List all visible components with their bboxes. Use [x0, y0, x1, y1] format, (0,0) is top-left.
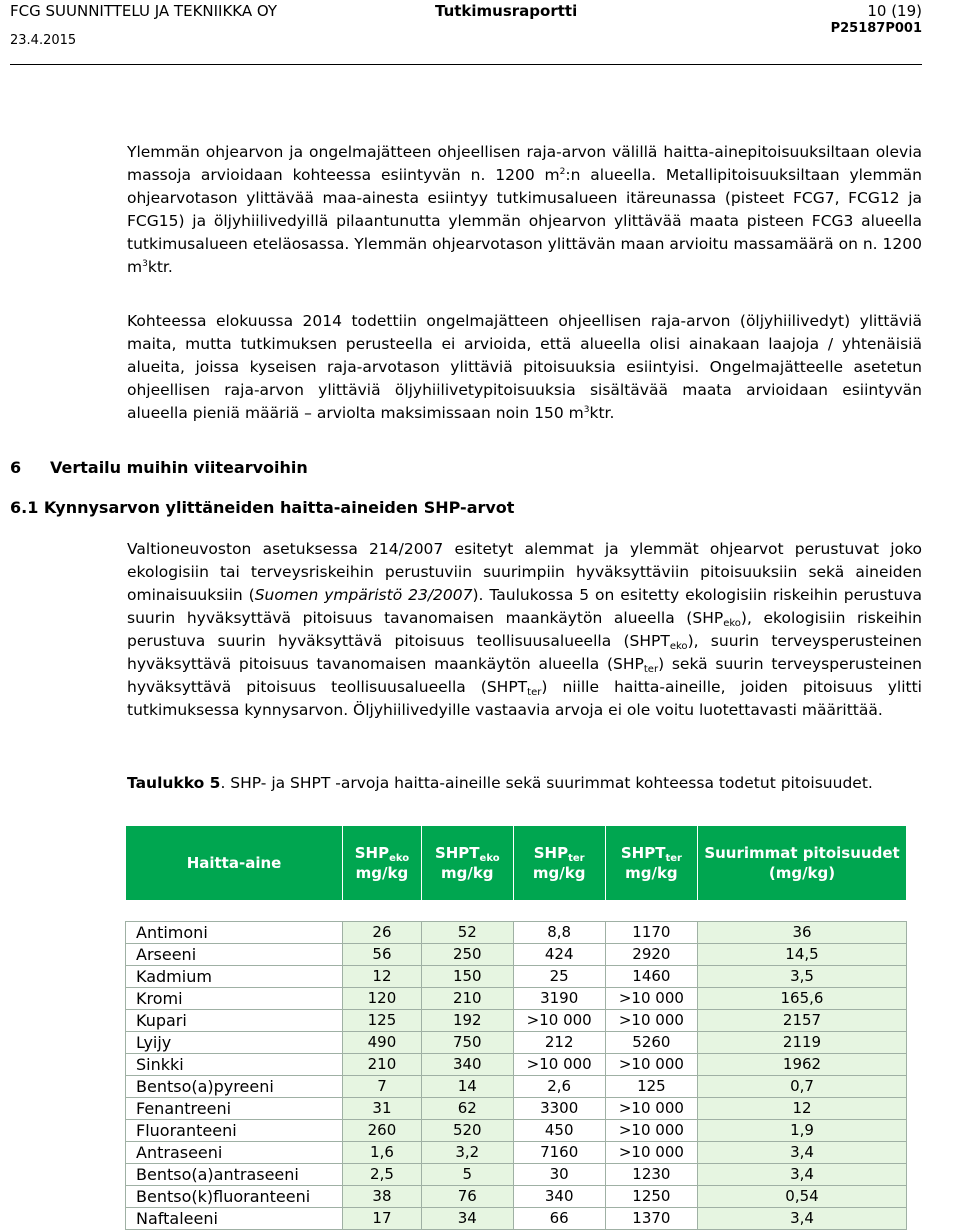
header-document-type: Tutkimusraportti: [435, 2, 578, 20]
cell-shpt-ter: >10 000: [605, 1010, 697, 1032]
cell-shpt-eko: 3,2: [421, 1142, 513, 1164]
cell-shpt-eko: 520: [421, 1120, 513, 1142]
table-row: [126, 1098, 907, 1120]
table-row: [126, 1054, 907, 1076]
cell-substance: Kadmium: [126, 966, 343, 988]
cell-shp-ter: 66: [513, 1208, 605, 1230]
cell-shpt-eko: 5: [421, 1164, 513, 1186]
cell-substance: Antraseeni: [126, 1142, 343, 1164]
cell-shp-eko: 17: [343, 1208, 422, 1230]
cell-shp-ter: >10 000: [513, 1054, 605, 1076]
cell-shp-eko: 31: [343, 1098, 422, 1120]
cell-shp-eko: 125: [343, 1010, 422, 1032]
cell-shpt-eko: 340: [421, 1054, 513, 1076]
cell-shp-ter: 424: [513, 944, 605, 966]
cell-shpt-ter: 1460: [605, 966, 697, 988]
cell-max-concentration: 3,4: [698, 1142, 907, 1164]
cell-substance: Fenantreeni: [126, 1098, 343, 1120]
cell-shp-eko: 56: [343, 944, 422, 966]
cell-shpt-eko: 192: [421, 1010, 513, 1032]
cell-max-concentration: 0,54: [698, 1186, 907, 1208]
header-shpt-ter: $SHPT_{ter}$ mg/kg: [605, 826, 697, 901]
cell-substance: Fluoranteeni: [126, 1120, 343, 1142]
cell-shpt-eko: 250: [421, 944, 513, 966]
table-spacer-row: [126, 901, 907, 922]
cell-max-concentration: 3,5: [698, 966, 907, 988]
cell-shpt-eko: 52: [421, 922, 513, 944]
cell-shpt-eko: 76: [421, 1186, 513, 1208]
cell-substance: Arseeni: [126, 944, 343, 966]
cell-shp-eko: 490: [343, 1032, 422, 1054]
cell-substance: Lyijy: [126, 1032, 343, 1054]
cell-substance: Naftaleeni: [126, 1208, 343, 1230]
header-organization: FCG SUUNNITTELU JA TEKNIIKKA OY: [10, 2, 278, 20]
cell-shp-ter: 340: [513, 1186, 605, 1208]
cell-shpt-ter: >10 000: [605, 1054, 697, 1076]
header-date: 23.4.2015: [10, 33, 77, 48]
header-page-number: 10 (19): [867, 2, 922, 20]
cell-substance: Kromi: [126, 988, 343, 1010]
table-row: [126, 988, 907, 1010]
cell-shpt-ter: >10 000: [605, 988, 697, 1010]
cell-shp-eko: 210: [343, 1054, 422, 1076]
header-document-id: P25187P001: [830, 21, 922, 36]
cell-shp-ter: 3300: [513, 1098, 605, 1120]
cell-substance: Bentso(a)antraseeni: [126, 1164, 343, 1186]
header-shpt-eko: $SHPT_{eko}$ mg/kg: [421, 826, 513, 901]
table-row: [126, 1186, 907, 1208]
cell-substance: Sinkki: [126, 1054, 343, 1076]
header-shp-ter: $SHP_{ter}$ mg/kg: [513, 826, 605, 901]
cell-shpt-ter: 125: [605, 1076, 697, 1098]
cell-shp-ter: 8,8: [513, 922, 605, 944]
section-heading-6: 6 Vertailu muihin viitearvoihin: [10, 458, 308, 477]
cell-max-concentration: 14,5: [698, 944, 907, 966]
cell-shpt-ter: 1250: [605, 1186, 697, 1208]
cell-shpt-ter: 5260: [605, 1032, 697, 1054]
cell-shp-eko: 7: [343, 1076, 422, 1098]
cell-shp-ter: 2,6: [513, 1076, 605, 1098]
cell-shp-ter: 450: [513, 1120, 605, 1142]
cell-shpt-ter: >10 000: [605, 1120, 697, 1142]
cell-shp-ter: 212: [513, 1032, 605, 1054]
cell-shpt-eko: 150: [421, 966, 513, 988]
header-divider: [10, 64, 922, 65]
cell-max-concentration: 12: [698, 1098, 907, 1120]
table-row: [126, 1120, 907, 1142]
cell-max-concentration: 3,4: [698, 1164, 907, 1186]
table-row: [126, 1010, 907, 1032]
cell-max-concentration: 1,9: [698, 1120, 907, 1142]
table-row: [126, 1208, 907, 1230]
section-heading-6-1: 6.1 Kynnysarvon ylittäneiden haitta-aineiden SHP-arvot: [10, 498, 515, 517]
cell-max-concentration: 165,6: [698, 988, 907, 1010]
cell-shp-ter: 3190: [513, 988, 605, 1010]
table-row: [126, 966, 907, 988]
cell-substance: Bentso(k)fluoranteeni: [126, 1186, 343, 1208]
header-shp-eko: $SHP_{eko}$ mg/kg: [343, 826, 422, 901]
header-substance: Haitta-aine: [126, 826, 343, 901]
table-row: [126, 1076, 907, 1098]
cell-shpt-eko: 62: [421, 1098, 513, 1120]
cell-shpt-eko: 750: [421, 1032, 513, 1054]
cell-max-concentration: 1962: [698, 1054, 907, 1076]
cell-shpt-eko: 34: [421, 1208, 513, 1230]
cell-shp-eko: 12: [343, 966, 422, 988]
cell-shpt-ter: 2920: [605, 944, 697, 966]
cell-shp-eko: 1,6: [343, 1142, 422, 1164]
cell-max-concentration: 36: [698, 922, 907, 944]
cell-shpt-ter: >10 000: [605, 1098, 697, 1120]
cell-shpt-ter: 1230: [605, 1164, 697, 1186]
table-row: [126, 1142, 907, 1164]
table-row: [126, 1032, 907, 1054]
cell-max-concentration: 0,7: [698, 1076, 907, 1098]
cell-shpt-ter: >10 000: [605, 1142, 697, 1164]
table-caption: Taulukko 5. SHP- ja SHPT -arvoja haitta-aineille sekä suurimmat kohteessa todetut pitoisuudet.: [127, 774, 873, 792]
shp-values-table: [125, 825, 907, 1230]
cell-shp-eko: 26: [343, 922, 422, 944]
header-max-concentration: Suurimmat pitoisuudet (mg/kg): [698, 826, 907, 901]
cell-shpt-eko: 210: [421, 988, 513, 1010]
table-row: [126, 922, 907, 944]
cell-shp-ter: 25: [513, 966, 605, 988]
cell-shp-eko: 120: [343, 988, 422, 1010]
table-row: [126, 1164, 907, 1186]
cell-shpt-ter: 1370: [605, 1208, 697, 1230]
paragraph-masses-estimate: Ylemmän ohjearvon ja ongelmajätteen ohjeellisen raja-arvon välillä haitta-ainepitoisuuksiltaan olevia massoja arvioidaan kohteessa esiintyvän n. 1200 $m^2:n$ alueella. Metallipitoisuuksiltaan ylemmän ohjearvotason ylittävää maa-ainesta esiintyy tutkimusalueen itäreunassa (pisteet FCG7, FCG12 ja FCG15) ja öljyhiilivedyillä pilaantunutta ylemmän ohjearvon ylittävää maata pisteen FCG3 alueella tutkimusalueen eteläosassa. Ylemmän ohjearvotason ylittävän maan arvioitu massamäärä on n. 1200 $m^3ktr$.: [127, 143, 922, 276]
cell-shp-ter: >10 000: [513, 1010, 605, 1032]
page-header: [10, 0, 922, 60]
table-row: [126, 944, 907, 966]
cell-shp-eko: 2,5: [343, 1164, 422, 1186]
cell-shp-ter: 7160: [513, 1142, 605, 1164]
cell-shp-ter: 30: [513, 1164, 605, 1186]
cell-substance: Bentso(a)pyreeni: [126, 1076, 343, 1098]
cell-max-concentration: 2119: [698, 1032, 907, 1054]
cell-shpt-ter: 1170: [605, 922, 697, 944]
cell-shpt-eko: 14: [421, 1076, 513, 1098]
cell-max-concentration: 2157: [698, 1010, 907, 1032]
cell-shp-eko: 38: [343, 1186, 422, 1208]
cell-substance: Kupari: [126, 1010, 343, 1032]
paragraph-hazardous-waste: Kohteessa elokuussa 2014 todettiin ongelmajätteen ohjeellisen raja-arvon (öljyhiilivedyt) ylittäviä maita, mutta tutkimuksen perusteella ei arvioida, että alueella olisi ainakaan laajoja / yhtenäisiä alueita, joissa kyseisen raja-arvotason ylittäviä pitoisuuksia esiintyisi. Ongelmajätteelle asetetun ohjeellisen raja-arvon ylittäviä öljyhiilivetypitoisuuksia sisältävää maata arvioidaan esiintyvän alueella pieniä määriä – arviolta maksimissaan noin 150 $m^3ktr$.: [127, 312, 922, 422]
paragraph-shp-values: Valtioneuvoston asetuksessa 214/2007 esitetyt alemmat ja ylemmät ohjearvot perustuvat joko ekologisiin tai terveysriskeihin perustuviin suurimpiin hyväksyttäviin pitoisuuksiin sekä aineiden ominaisuuksiin (Suomen ympäristö 23/2007). Taulukossa 5 on esitetty ekologisiin riskeihin perustuva suurin hyväksyttävä pitoisuus tavanomaisen maankäytön alueella $(SHP_{eko})$, ekologisiin riskeihin perustuva suurin hyväksyttävä pitoisuus teollisuusalueella $(SHPT_{eko})$, suurin terveysperusteinen hyväksyttävä pitoisuus tavanomaisen maankäytön alueella $(SHP_{ter})$ sekä suurin terveysperusteinen hyväksyttävä pitoisuus teollisuusalueella $(SHPT_{ter})$ niille haitta-aineille, joiden pitoisuus ylitti tutkimuksessa kynnysarvon. Öljyhiilivedyille vastaavia arvoja ei ole voitu luotettavasti määrittää.: [127, 540, 923, 719]
cell-max-concentration: 3,4: [698, 1208, 907, 1230]
cell-substance: Antimoni: [126, 922, 343, 944]
cell-shp-eko: 260: [343, 1120, 422, 1142]
table-header-row: [126, 826, 907, 901]
